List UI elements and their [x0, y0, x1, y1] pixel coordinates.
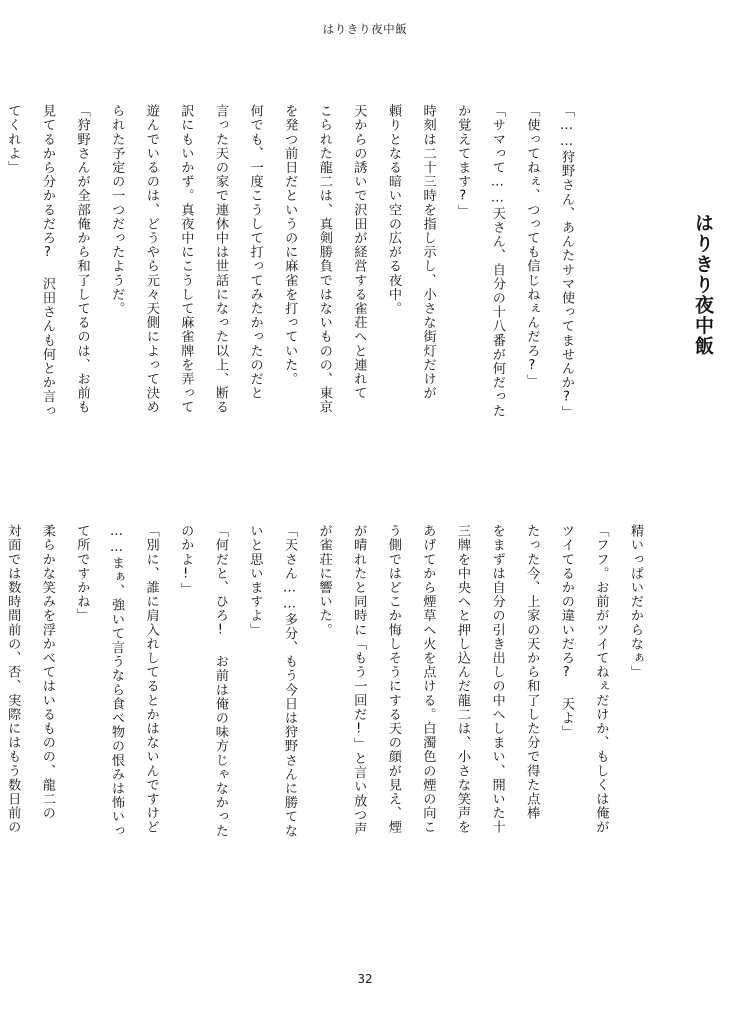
text-column: 「サマって……天さん、自分の十八番が何だった — [489, 104, 505, 418]
page-title: はりきり夜中飯 — [692, 213, 714, 357]
text-column: 「フフ。お前がツイてねぇだけか、もしくは俺が — [593, 524, 609, 835]
text-column: て所ですかね」 — [74, 524, 90, 623]
text-column: 遊んでいるのは、どうやら元々天側によって決め — [143, 104, 159, 415]
text-column: 見てるから分かるだろ? 沢田さんも何とか言っ — [40, 104, 55, 418]
text-column: 「……狩野さん、あんたサマ使ってませんか?」 — [559, 104, 574, 420]
text-column: られた予定の一つだったようだ。 — [109, 104, 125, 316]
text-column: 柔らかな笑みを浮かべてはいるものの、龍二の — [39, 524, 55, 821]
text-column: 精いっぱいだからなぁ」 — [628, 524, 643, 680]
text-column: こられた龍二は、真剣勝負ではないものの、東京 — [316, 104, 332, 415]
text-column: いと思いますよ」 — [247, 524, 263, 637]
text-column: ……まぁ、強いて言うなら食べ物の恨みは怖いっ — [109, 524, 124, 838]
text-column: か覚えてます?」 — [455, 104, 471, 219]
running-header: はりきり夜中飯 — [322, 22, 408, 36]
text-column: 「使ってねぇ、つっても信じねぇんだろ?」 — [524, 104, 540, 388]
text-column: てくれよ」 — [5, 104, 21, 175]
text-column: 「何だと、ひろ! お前は俺の味方じゃなかった — [212, 524, 228, 838]
text-column: 何でも、一度こうして打ってみたかったのだと — [247, 104, 263, 401]
text-column: う側ではどこか悔しそうにする天の顔が見え、煙 — [385, 524, 401, 835]
text-column: 「別に、誰に肩入れしてるとかはないんですけど — [143, 524, 159, 835]
text-column: のかよ!」 — [178, 524, 194, 597]
text-column: 天からの誘いで沢田が経営する雀荘へと連れて — [351, 104, 367, 401]
text-column: 言った天の家で連休中は世話になった以上、断る — [213, 104, 228, 415]
text-column: が雀荘に響いた。 — [316, 524, 332, 637]
text-column: が晴れたと同時に「もう一回だ!」と言い放つ声 — [351, 524, 367, 836]
page-number: 32 — [357, 972, 373, 986]
text-column: 「天さん……多分、もう今日は狩野さんに勝てな — [282, 524, 297, 838]
text-column: 頼りとなる暗い空の広がる夜中。 — [386, 104, 401, 316]
text-column: をまずは自分の引き出しの中へしまい、開いた十 — [489, 524, 505, 835]
text-column: ツイてるかの違いだろ? 天よ」 — [558, 524, 574, 740]
text-column: 「狩野さんが全部俺から和了してるのは、お前も — [74, 104, 90, 415]
text-column: を発つ前日だというのに麻雀を打っていた。 — [282, 104, 298, 386]
text-column: たった今、上家の天から和了した分で得た点棒 — [524, 524, 540, 821]
text-column: 訳にもいかず。真夜中にこうして麻雀牌を弄って — [178, 104, 194, 415]
text-column: 時刻は二十三時を指し示し、小さな街灯だけが — [420, 104, 436, 401]
text-column: 対面では数時間前の、否、実際にはもう数日前の — [5, 524, 21, 835]
text-column: あげてから煙草へ火を点ける。白濁色の煙の向こ — [420, 524, 436, 835]
text-column: 三牌を中央へと押し込んだ龍二は、小さな笑声を — [455, 524, 470, 835]
